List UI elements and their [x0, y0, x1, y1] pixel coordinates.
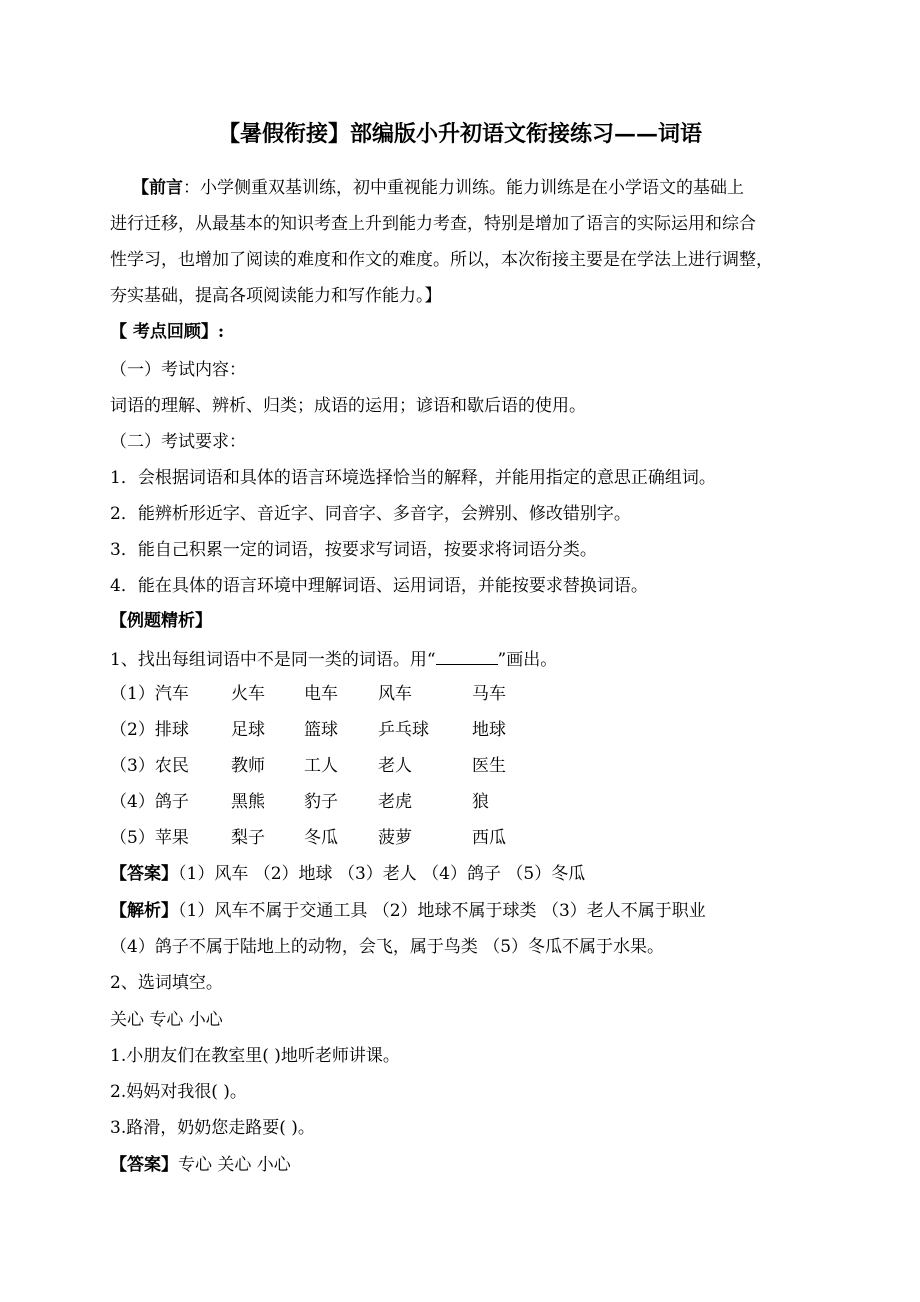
word-cell: 篮球	[304, 720, 338, 740]
review-req-1: 1．会根据词语和具体的语言环境选择恰当的解释，并能用指定的意思正确组词。	[110, 468, 716, 488]
q1-prompt-before: 1、找出每组词语中不是同一类的词语。用“	[110, 650, 436, 670]
review-content-text: 词语的理解、辨析、归类；成语的运用；谚语和歇后语的使用。	[110, 396, 586, 416]
q2-sentence-3: 3.路滑，奶奶您走路要( )。	[110, 1118, 315, 1138]
word-cell: （3）农民	[110, 756, 189, 776]
review-req-title: （二）考试要求：	[110, 432, 246, 452]
preface-line-4: 夯实基础，提高各项阅读能力和写作能力。】	[110, 286, 442, 306]
review-heading: 【 考点回顾】:	[110, 322, 225, 342]
answer-label: 【答案】	[110, 1155, 178, 1175]
word-cell: 老虎	[378, 792, 412, 812]
word-row	[110, 722, 530, 742]
word-row	[110, 686, 530, 706]
underline-blank	[436, 650, 498, 665]
analysis-text-1: （1）风车不属于交通工具 （2）地球不属于球类 （3）老人不属于职业	[178, 901, 706, 921]
review-req-2: 2．能辨析形近字、音近字、同音字、多音字，会辨别、修改错别字。	[110, 504, 631, 524]
word-cell: （4）鸽子	[110, 792, 189, 812]
answer-text: 专心 关心 小心	[178, 1155, 291, 1175]
preface-colon: ：	[183, 178, 200, 198]
examples-heading: 【例题精析】	[110, 611, 212, 631]
preface-line-2: 进行迁移，从最基本的知识考查上升到能力考查，特别是增加了语言的实际运用和综合	[110, 214, 756, 234]
word-cell: 电车	[304, 684, 338, 704]
q2-sentence-1: 1.小朋友们在教室里( )地听老师讲课。	[110, 1046, 400, 1066]
q2-word-choices: 关心 专心 小心	[110, 1010, 223, 1030]
word-row	[110, 794, 530, 814]
word-cell: 教师	[231, 756, 265, 776]
word-cell: 豹子	[304, 792, 338, 812]
q1-answer	[110, 866, 585, 883]
word-cell: 工人	[304, 756, 338, 776]
q2-prompt: 2、选词填空。	[110, 973, 223, 993]
word-cell: （2）排球	[110, 720, 189, 740]
word-cell: 乒乓球	[378, 720, 429, 740]
q1-analysis-line-2: （4）鸽子不属于陆地上的动物，会飞，属于鸟类 （5）冬瓜不属于水果。	[110, 937, 665, 957]
q1-prompt	[110, 650, 557, 669]
document-title: 【暑假衔接】部编版小升初语文衔接练习——词语	[217, 121, 702, 147]
preface-line-3: 性学习，也增加了阅读的难度和作文的难度。所以，本次衔接主要是在学法上进行调整，	[110, 250, 773, 270]
q1-prompt-after: ”画出。	[497, 650, 558, 670]
analysis-label: 【解析】	[110, 901, 178, 921]
word-cell: 风车	[378, 684, 412, 704]
q1-analysis-line-1	[110, 903, 706, 920]
review-req-4: 4．能在具体的语言环境中理解词语、运用词语，并能按要求替换词语。	[110, 576, 648, 596]
word-cell: 火车	[231, 684, 265, 704]
q2-answer	[110, 1157, 291, 1174]
preface-text-1: 小学侧重双基训练，初中重视能力训练。能力训练是在小学语文的基础上	[200, 178, 744, 198]
word-row	[110, 830, 530, 850]
word-cell: （5）苹果	[110, 828, 189, 848]
word-cell: 狼	[472, 792, 489, 812]
word-cell: 医生	[472, 756, 506, 776]
answer-label: 【答案】	[110, 864, 178, 884]
word-cell: （1）汽车	[110, 684, 189, 704]
word-cell: 梨子	[231, 828, 265, 848]
answer-text: （1）风车 （2）地球 （3）老人 （4）鸽子 （5）冬瓜	[178, 864, 586, 884]
preface-line-1	[132, 180, 744, 197]
word-cell: 黑熊	[231, 792, 265, 812]
word-row	[110, 758, 530, 778]
word-cell: 菠萝	[378, 828, 412, 848]
preface-label: 【前言	[132, 178, 183, 198]
word-cell: 地球	[472, 720, 506, 740]
word-cell: 马车	[472, 684, 506, 704]
q2-sentence-2: 2.妈妈对我很( )。	[110, 1082, 247, 1102]
review-content-title: （一）考试内容：	[110, 360, 246, 380]
word-cell: 足球	[231, 720, 265, 740]
word-cell: 老人	[378, 756, 412, 776]
word-cell: 冬瓜	[304, 828, 338, 848]
word-cell: 西瓜	[472, 828, 506, 848]
review-req-3: 3．能自己积累一定的词语，按要求写词语，按要求将词语分类。	[110, 540, 597, 560]
